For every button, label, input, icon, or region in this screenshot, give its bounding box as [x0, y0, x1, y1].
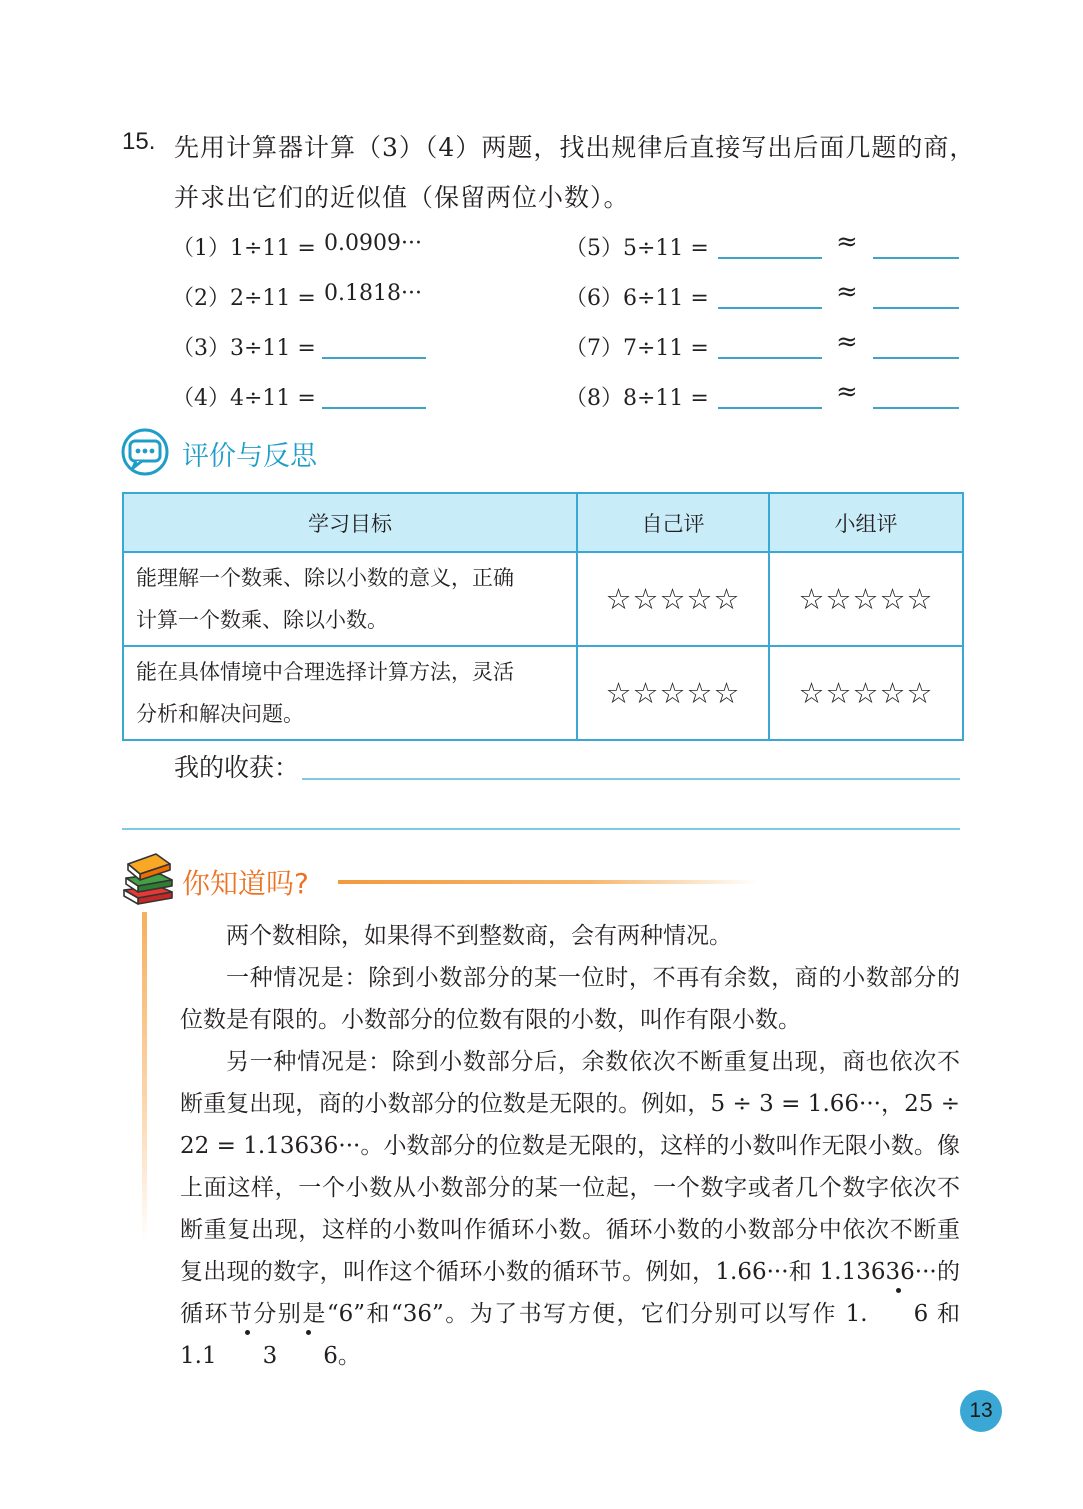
notation-suffix: 。	[337, 1343, 361, 1369]
item-6-approx-blank[interactable]	[873, 307, 959, 309]
item-8-label: （8）8÷11 =	[565, 386, 709, 411]
goal-line: 计算一个数乘、除以小数。	[136, 608, 388, 632]
item-3-answer-blank[interactable]	[322, 357, 426, 359]
notation-prefix: 作 1.	[812, 1301, 868, 1327]
item-5-approx-blank[interactable]	[873, 257, 959, 259]
evaluation-table	[122, 492, 964, 741]
item-1-answer: 0.0909···	[324, 231, 422, 256]
harvest-label: 我的收获：	[174, 753, 300, 782]
goal-line: 分析和解决问题。	[136, 702, 304, 726]
item-2-label: （2）2÷11 =	[172, 286, 316, 311]
goal-cell	[123, 552, 577, 646]
title-underline-bar	[338, 880, 758, 884]
books-icon	[118, 846, 178, 908]
group-rating-stars[interactable]: ☆☆☆☆☆	[769, 552, 963, 646]
did-you-know-title: 你知道吗?	[182, 867, 309, 900]
item-6-approx-symbol: ≈	[836, 277, 858, 307]
item-7-label: （7）7÷11 =	[565, 336, 709, 361]
page-number: 13	[960, 1390, 1002, 1432]
goal-line: 能理解一个数乘、除以小数的意义，正确	[136, 566, 514, 590]
paragraph: 两个数相除，如果得不到整数商，会有两种情况。	[226, 923, 732, 949]
group-rating-stars[interactable]: ☆☆☆☆☆	[769, 646, 963, 740]
paragraph: 一种情况是：除到小数部分的某一位时，不再有余数，商的小数部分的位数是有限的。小数部分的位数有限的小数，叫作有限小数。	[180, 965, 960, 1033]
item-6-answer-blank[interactable]	[718, 307, 822, 309]
header-learning-goal: 学习目标	[123, 493, 577, 552]
goal-cell	[123, 646, 577, 740]
evaluation-title: 评价与反思	[182, 441, 317, 472]
did-you-know-body	[180, 915, 960, 1377]
repeating-digit: 3	[217, 1335, 278, 1377]
item-5-answer-blank[interactable]	[718, 257, 822, 259]
item-7-approx-symbol: ≈	[836, 327, 858, 357]
item-5-approx-symbol: ≈	[836, 227, 858, 257]
header-self-eval: 自己评	[577, 493, 769, 552]
goal-line: 能在具体情境中合理选择计算方法，灵活	[136, 660, 514, 684]
self-rating-stars[interactable]: ☆☆☆☆☆	[577, 552, 769, 646]
item-5-label: （5）5÷11 =	[565, 236, 709, 261]
table-row	[123, 646, 963, 740]
item-3-label: （3）3÷11 =	[172, 336, 316, 361]
question-text-line2: 并求出它们的近似值（保留两位小数）。	[174, 183, 630, 212]
harvest-answer-line-2[interactable]	[122, 828, 960, 830]
item-4-answer-blank[interactable]	[322, 407, 426, 409]
repeating-digit: 6	[868, 1293, 929, 1335]
item-2-answer: 0.1818···	[324, 281, 422, 306]
harvest-answer-line[interactable]	[302, 778, 960, 780]
table-header-row	[123, 493, 963, 552]
item-8-approx-symbol: ≈	[836, 377, 858, 407]
paragraph	[180, 1041, 960, 1377]
paragraph-text: 另一种情况是：除到小数部分后，余数依次不断重复出现，商也依次不断重复出现，商的小数部分的位数是无限的。例如，5 ÷ 3 = 1.66···，25 ÷ 22 = 1.13636···。小数部分的位数是无限的，这样的小数叫作无限小数。像上面这样，一个小数从小数部分的某一位起，一个数字或者几个数字依次不断重复出现，这样的小数叫作循环小数。循环小数的小数部分中依次不断重复出现的数字，叫作这个循环小数的循环节。例如，1.66···和 1.13636···的循环节分别是“6”和“36”。为了书写方便，它们分别可以写	[180, 1049, 960, 1327]
question-text-line1: 先用计算器计算（3）（4）两题，找出规律后直接写出后面几题的商，	[174, 133, 976, 162]
item-8-approx-blank[interactable]	[873, 407, 959, 409]
table-row	[123, 552, 963, 646]
repeating-digit: 6	[277, 1335, 338, 1377]
side-accent-bar	[142, 912, 147, 1242]
notation-mid: 和 1.1	[180, 1301, 961, 1369]
header-group-eval: 小组评	[769, 493, 963, 552]
item-6-label: （6）6÷11 =	[565, 286, 709, 311]
item-8-answer-blank[interactable]	[718, 407, 822, 409]
item-4-label: （4）4÷11 =	[172, 386, 316, 411]
item-7-approx-blank[interactable]	[873, 357, 959, 359]
speech-bubble-icon	[120, 428, 172, 476]
self-rating-stars[interactable]: ☆☆☆☆☆	[577, 646, 769, 740]
item-7-answer-blank[interactable]	[718, 357, 822, 359]
item-1-label: （1）1÷11 =	[172, 236, 316, 261]
question-number: 15.	[122, 128, 156, 155]
